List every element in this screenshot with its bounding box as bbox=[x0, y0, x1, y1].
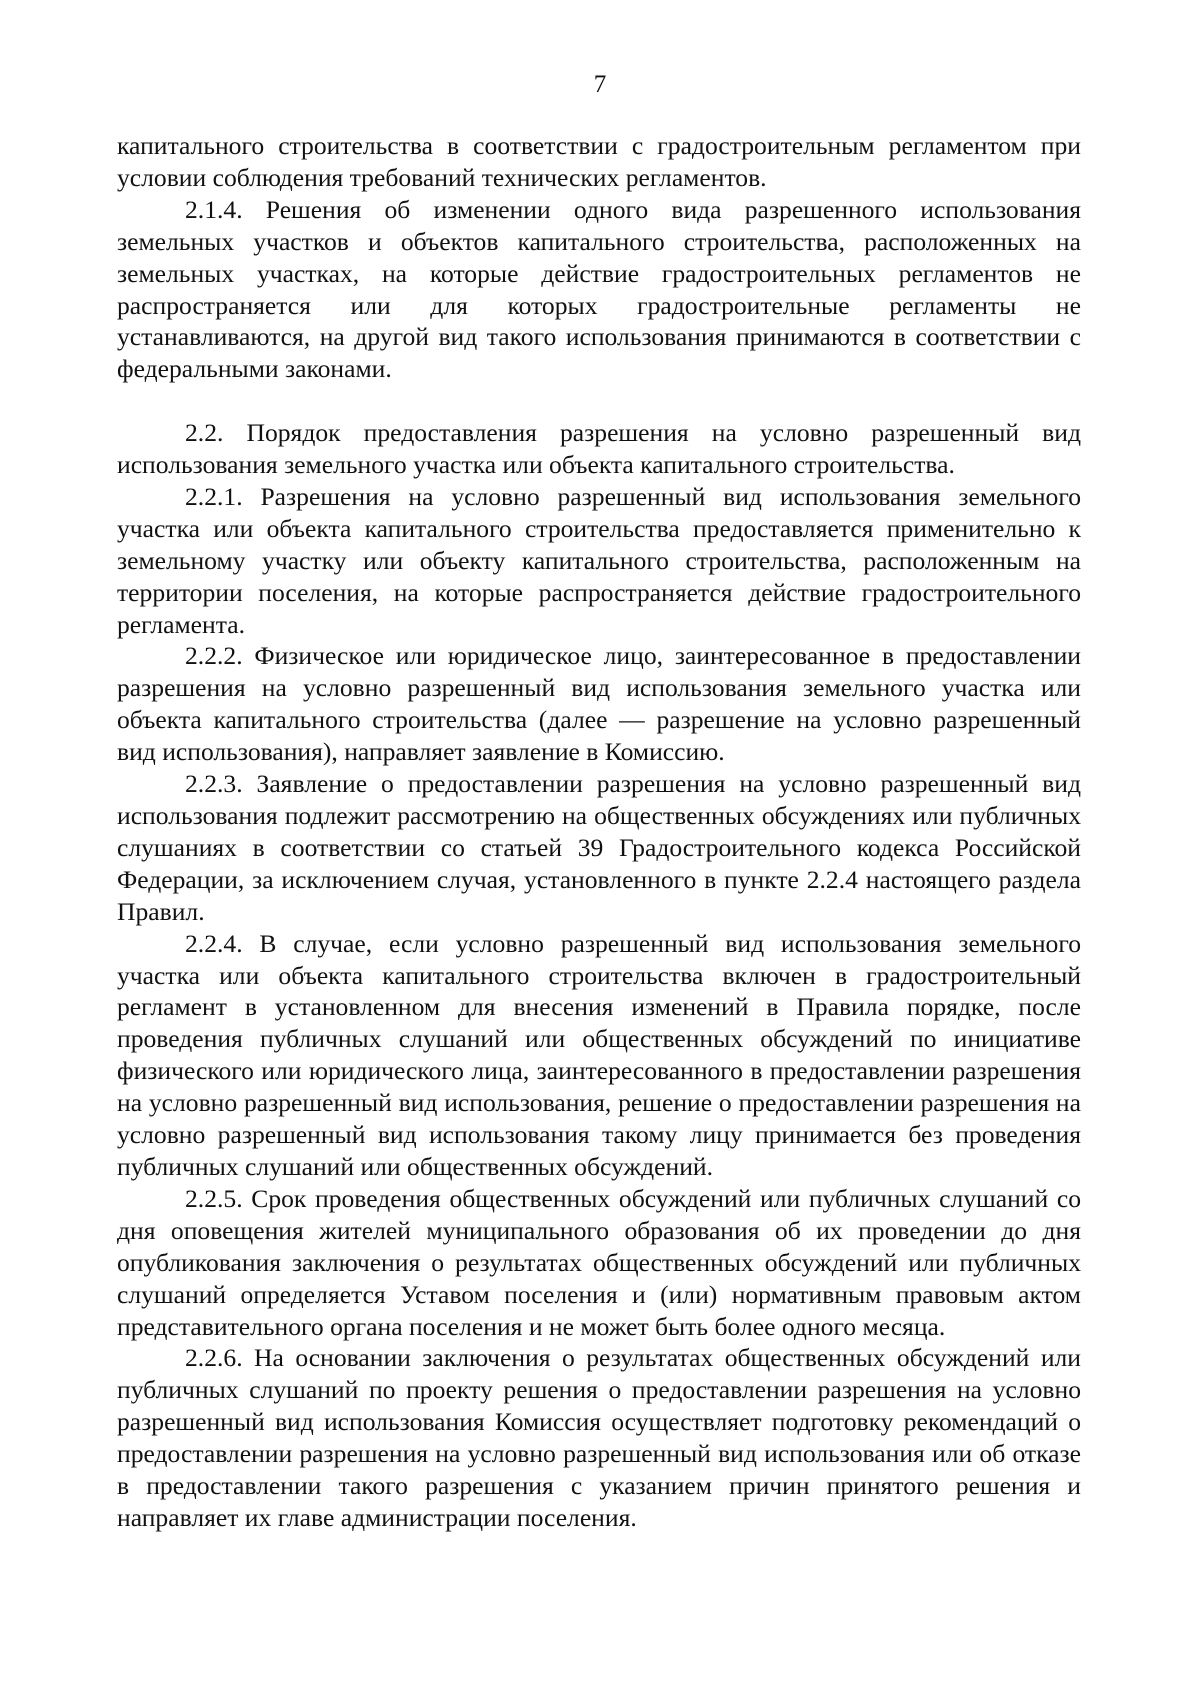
page-number: 7 bbox=[593, 71, 607, 98]
paragraph-2-2-1: 2.2.1. Разрешения на условно разрешенный вид использования земельного участка или объекта капитального строительства предоставляется применительно к земельному участку или объекту капитального строительства, расположенным на территории поселения, на которые распространяется действие градостроительного регламента. bbox=[117, 481, 1081, 639]
paragraph-gap bbox=[117, 385, 1081, 417]
paragraph-2-2-2: 2.2.2. Физическое или юридическое лицо, заинтересованное в предоставлении разрешения на условно разрешенный вид использования земельного участка или объекта капитального строительства (далее — разрешение на условно разрешенный вид использования), направляет заявление в Комиссию. bbox=[117, 641, 1081, 767]
document-body bbox=[117, 130, 1081, 1534]
paragraph-2-2-5: 2.2.5. Срок проведения общественных обсуждений или публичных слушаний со дня оповещения жителей муниципального образования об их проведении до дня опубликования заключения о результатах общественных обсуждений или публичных слушаний определяется Уставом поселения и (или) нормативным правовым актом представительного органа поселения и не может быть более одного месяца. bbox=[117, 1183, 1081, 1341]
paragraph-continuation: капитального строительства в соответствии с градостроительным регламентом при условии соблюдения требований технических регламентов. bbox=[117, 131, 1081, 192]
paragraph-2-2-6: 2.2.6. На основании заключения о результатах общественных обсуждений или публичных слушаний по проекту решения о предоставлении разрешения на условно разрешенный вид использования Комиссия осуществляет подготовку рекомендаций о предоставлении разрешения на условно разрешенный вид использования или об отказе в предоставлении такого разрешения с указанием причин принятого решения и направляет их главе администрации поселения. bbox=[117, 1343, 1081, 1532]
section-heading-2-2: 2.2. Порядок предоставления разрешения на условно разрешенный вид использования земельного участка или объекта капитального строительства. bbox=[117, 418, 1081, 480]
paragraph-2-2-4: 2.2.4. В случае, если условно разрешенный вид использования земельного участка или объекта капитального строительства включен в градостроительный регламент в установленном для внесения изменений в Правила порядке, после проведения публичных слушаний или общественных обсуждений по инициативе физического или юридического лица, заинтересованного в предоставлении разрешения на условно разрешенный вид использования, решение о предоставлении разрешения на условно разрешенный вид использования такому лицу принимается без проведения публичных слушаний или общественных обсуждений. bbox=[117, 928, 1081, 1181]
paragraph-2-2-3: 2.2.3. Заявление о предоставлении разрешения на условно разрешенный вид использования подлежит рассмотрению на общественных обсуждениях или публичных слушаниях в соответствии со статьей 39 Градостроительного кодекса Российской Федерации, за исключением случая, установленного в пункте 2.2.4 настоящего раздела Правил. bbox=[117, 769, 1081, 926]
paragraph-2-1-4: 2.1.4. Решения об изменении одного вида разрешенного использования земельных участков и объектов капитального строительства, расположенных на земельных участках, на которые действие градостроительных регламентов не распространяется или для которых градостроительные регламенты не устанавливаются, на другой вид такого использования принимаются в соответствии с федеральными законами. bbox=[117, 194, 1081, 384]
